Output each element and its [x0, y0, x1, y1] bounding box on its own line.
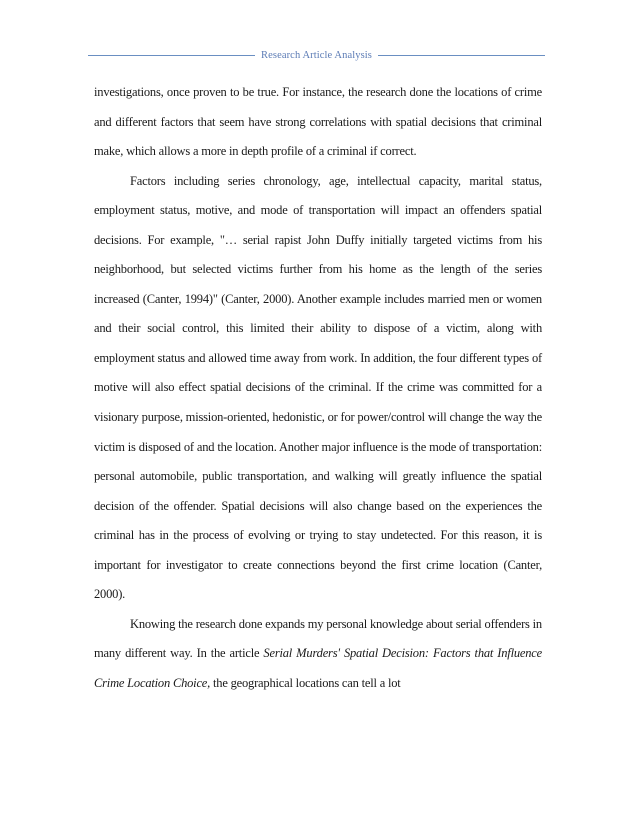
header-rule-right [378, 55, 545, 56]
article-title: Serial Murders' Spatial Decision: Factors that Influence Crime Location Choice, [94, 646, 542, 690]
body-text [94, 78, 542, 698]
paragraph-2: Factors including series chronology, age, intellectual capacity, marital status, employment status, motive, and mode of transportation will impact an offenders spatial decisions. For example, "… serial rapist John Duffy initially targeted victims from his neighborhood, but selected victims further from his home as the length of the series increased (Canter, 1994)" (Canter, 2000). Another example includes married men or women and their social control, this limited their ability to dispose of a victim, along with employment status and allowed time away from work. In addition, the four different types of motive will also effect spatial decisions of the criminal. If the crime was committed for a visionary purpose, mission-oriented, hedonistic, or for power/control will change the way the victim is disposed of and the location. Another major influence is the mode of transportation: personal automobile, public transportation, and walking will greatly influence the spatial decision of the offender. Spatial decisions will also change based on the experiences the criminal has in the process of evolving or trying to stay undetected. For this reason, it is important for investigator to create connections beyond the first crime location (Canter, 2000). [94, 173, 542, 602]
header-rule-left [88, 55, 255, 56]
paragraph-3-start: Knowing the research done expands my personal knowledge about serial offenders in many different way. In the article [94, 616, 542, 661]
paragraph-3 [94, 610, 542, 699]
paragraph-1: investigations, once proven to be true. For instance, the research done the locations of crime and different factors that seem have strong correlations with spatial decisions that criminal make, which allows a more in depth profile of a criminal if correct. [94, 85, 542, 159]
header-title: Research Article Analysis [261, 49, 372, 61]
running-header [88, 46, 545, 64]
paragraph-3-end: the geographical locations can tell a lot [210, 675, 401, 690]
